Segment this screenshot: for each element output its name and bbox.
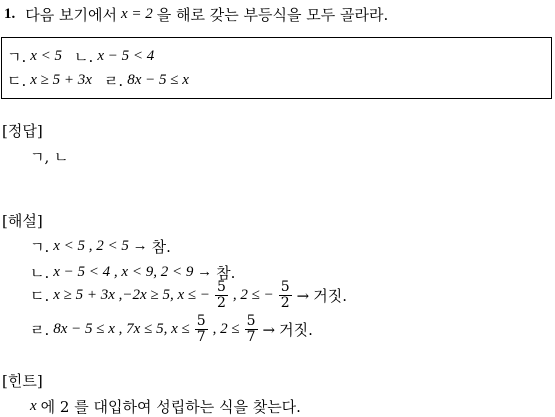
explanation-line-1: [30, 236, 171, 257]
choice-mark-3: ㄷ.: [7, 72, 27, 90]
exp-fraction-3b: [279, 280, 292, 311]
exp-fraction-4a: [195, 314, 208, 345]
fraction-denominator: 7: [196, 329, 206, 345]
explanation-line-3: [30, 280, 347, 311]
answer-heading: [정답]: [2, 122, 43, 140]
exp-arrow-3: →: [296, 286, 310, 305]
exp-result-3: 거짓.: [313, 287, 347, 305]
choice-mark-4: ㄹ.: [103, 72, 124, 90]
choice-expr-1: x < 5: [30, 48, 63, 64]
hint-heading: [힌트]: [2, 372, 43, 390]
fraction-numerator: 5: [216, 279, 226, 295]
exp-expr-1: x < 5 , 2 < 5 →: [53, 238, 148, 254]
question-number: 1.: [4, 6, 16, 22]
exp-mark-1: ㄱ.: [30, 238, 50, 256]
explanation-heading: [해설]: [2, 212, 43, 230]
fraction-numerator: 5: [280, 279, 290, 295]
exp-mark-3: ㄷ.: [30, 287, 50, 305]
fraction-numerator: 5: [196, 313, 206, 329]
choices-row-1: [7, 46, 154, 67]
exp-mark-2: ㄴ.: [30, 264, 50, 282]
exp-mark-4: ㄹ.: [30, 321, 50, 339]
exp-fraction-4b: [245, 314, 258, 345]
exp-result-1: 참.: [151, 238, 171, 256]
choice-mark-2: ㄴ.: [74, 48, 94, 66]
exp-arrow-4: →: [262, 320, 276, 339]
exp-expr-3a: x ≥ 5 + 3x ,−2x ≥ 5, x ≤ −: [53, 287, 210, 303]
fraction-numerator: 5: [246, 313, 256, 329]
explanation-line-4: [30, 314, 313, 345]
exp-expr-4a: 8x − 5 ≤ x , 7x ≤ 5, x ≤: [53, 321, 190, 337]
exp-fraction-3a: [215, 280, 228, 311]
hint-text: 에 2 를 대입하여 성립하는 식을 찾는다.: [40, 398, 301, 416]
fraction-denominator: 2: [280, 295, 290, 311]
exp-result-4: 거짓.: [279, 321, 313, 339]
choice-expr-4: 8x − 5 ≤ x: [127, 72, 189, 88]
answer-text: ㄱ, ㄴ: [30, 148, 69, 166]
fraction-denominator: 2: [216, 295, 226, 311]
exp-expr-3b: , 2 ≤ −: [232, 287, 274, 303]
question-text-after: 을 해로 갖는 부등식을 모두 골라라.: [156, 6, 389, 24]
question-condition: x = 2: [120, 6, 153, 22]
exp-expr-2: x − 5 < 4 , x < 9, 2 < 9 →: [53, 264, 213, 280]
choices-row-2: [7, 70, 189, 91]
choice-expr-2: x − 5 < 4: [97, 48, 155, 64]
question-line: [4, 4, 388, 25]
fraction-denominator: 7: [246, 329, 256, 345]
hint-variable: x: [30, 398, 37, 414]
choice-expr-3: x ≥ 5 + 3x: [30, 72, 92, 88]
question-text-before: 다음 보기에서: [25, 6, 117, 24]
exp-result-2: 참.: [216, 264, 236, 282]
choice-mark-1: ㄱ.: [7, 48, 27, 66]
exp-expr-4b: , 2 ≤: [212, 321, 240, 337]
